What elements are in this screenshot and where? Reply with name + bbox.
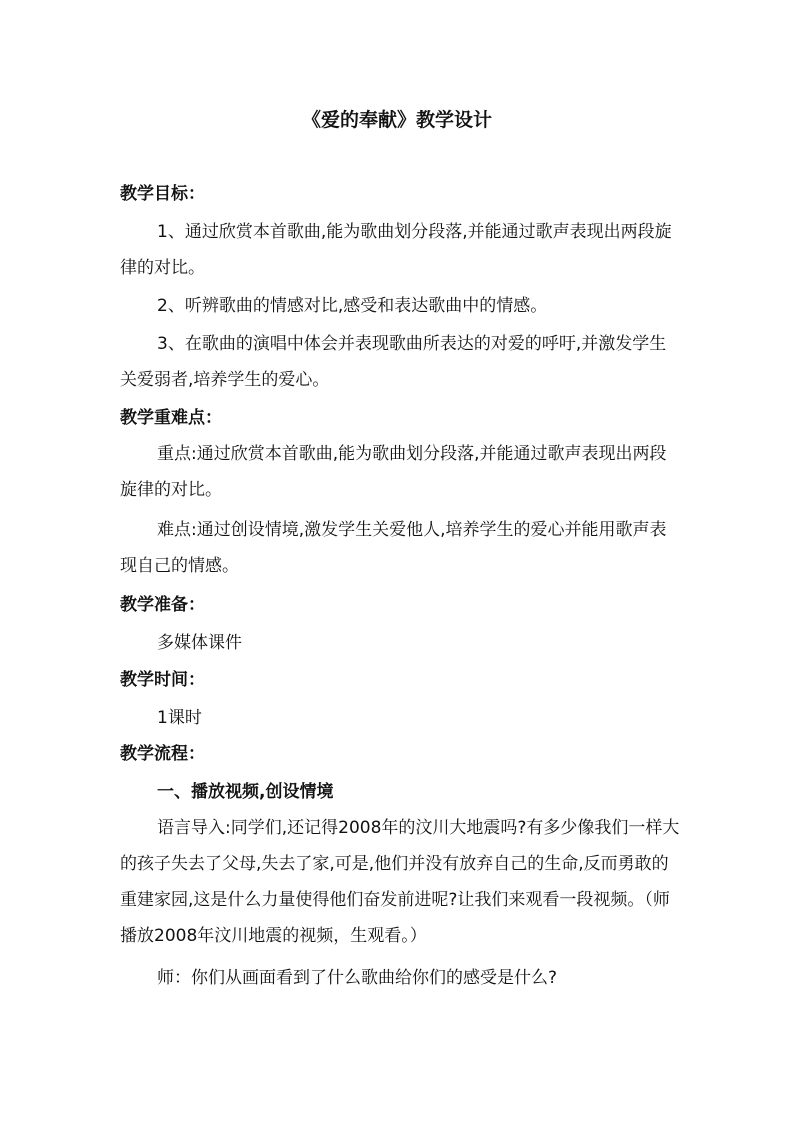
document-title: 《爱的奉献》教学设计 <box>301 109 492 131</box>
time-heading: 教学时间： <box>120 670 205 690</box>
preparation-heading: 教学准备： <box>120 595 205 615</box>
time-text: 1课时 <box>157 708 202 728</box>
objective-item-3: 3、在歌曲的演唱中体会并表现歌曲所表达的对爱的呼吁,并激发学生关爱弱者,培养学生的爱心。 <box>120 334 667 390</box>
objective-item-1: 1、通过欣赏本首歌曲,能为歌曲划分段落,并能通过歌声表现出两段旋律的对比。 <box>120 222 672 278</box>
process-intro-paragraph: 语言导入:同学们,还记得2008年的汶川大地震吗?有多少像我们一样大的孩子失去了父母,失去了家,可是,他们并没有放弃自己的生命,反而勇敢的重建家园,这是什么力量使得他们奋发前进呢?让我们来观看一段视频。（师播放2008年汶川地震的视频，生观看。） <box>120 818 680 946</box>
key-point-focus: 重点:通过欣赏本首歌曲,能为歌曲划分段落,并能通过歌声表现出两段旋律的对比。 <box>120 444 667 500</box>
key-point-difficulty: 难点:通过创设情境,激发学生关爱他人,培养学生的爱心并能用歌声表现自己的情感。 <box>120 520 667 576</box>
objective-item-2: 2、听辨歌曲的情感对比,感受和表达歌曲中的情感。 <box>157 296 548 316</box>
process-heading: 教学流程： <box>120 744 205 764</box>
preparation-text: 多媒体课件 <box>157 633 242 653</box>
section-1-title: 一、播放视频,创设情境 <box>157 782 334 802</box>
teacher-question: 师：你们从画面看到了什么歌曲给你们的感受是什么? <box>157 968 558 988</box>
objectives-heading: 教学目标： <box>120 184 205 204</box>
key-points-heading: 教学重难点： <box>120 408 222 428</box>
